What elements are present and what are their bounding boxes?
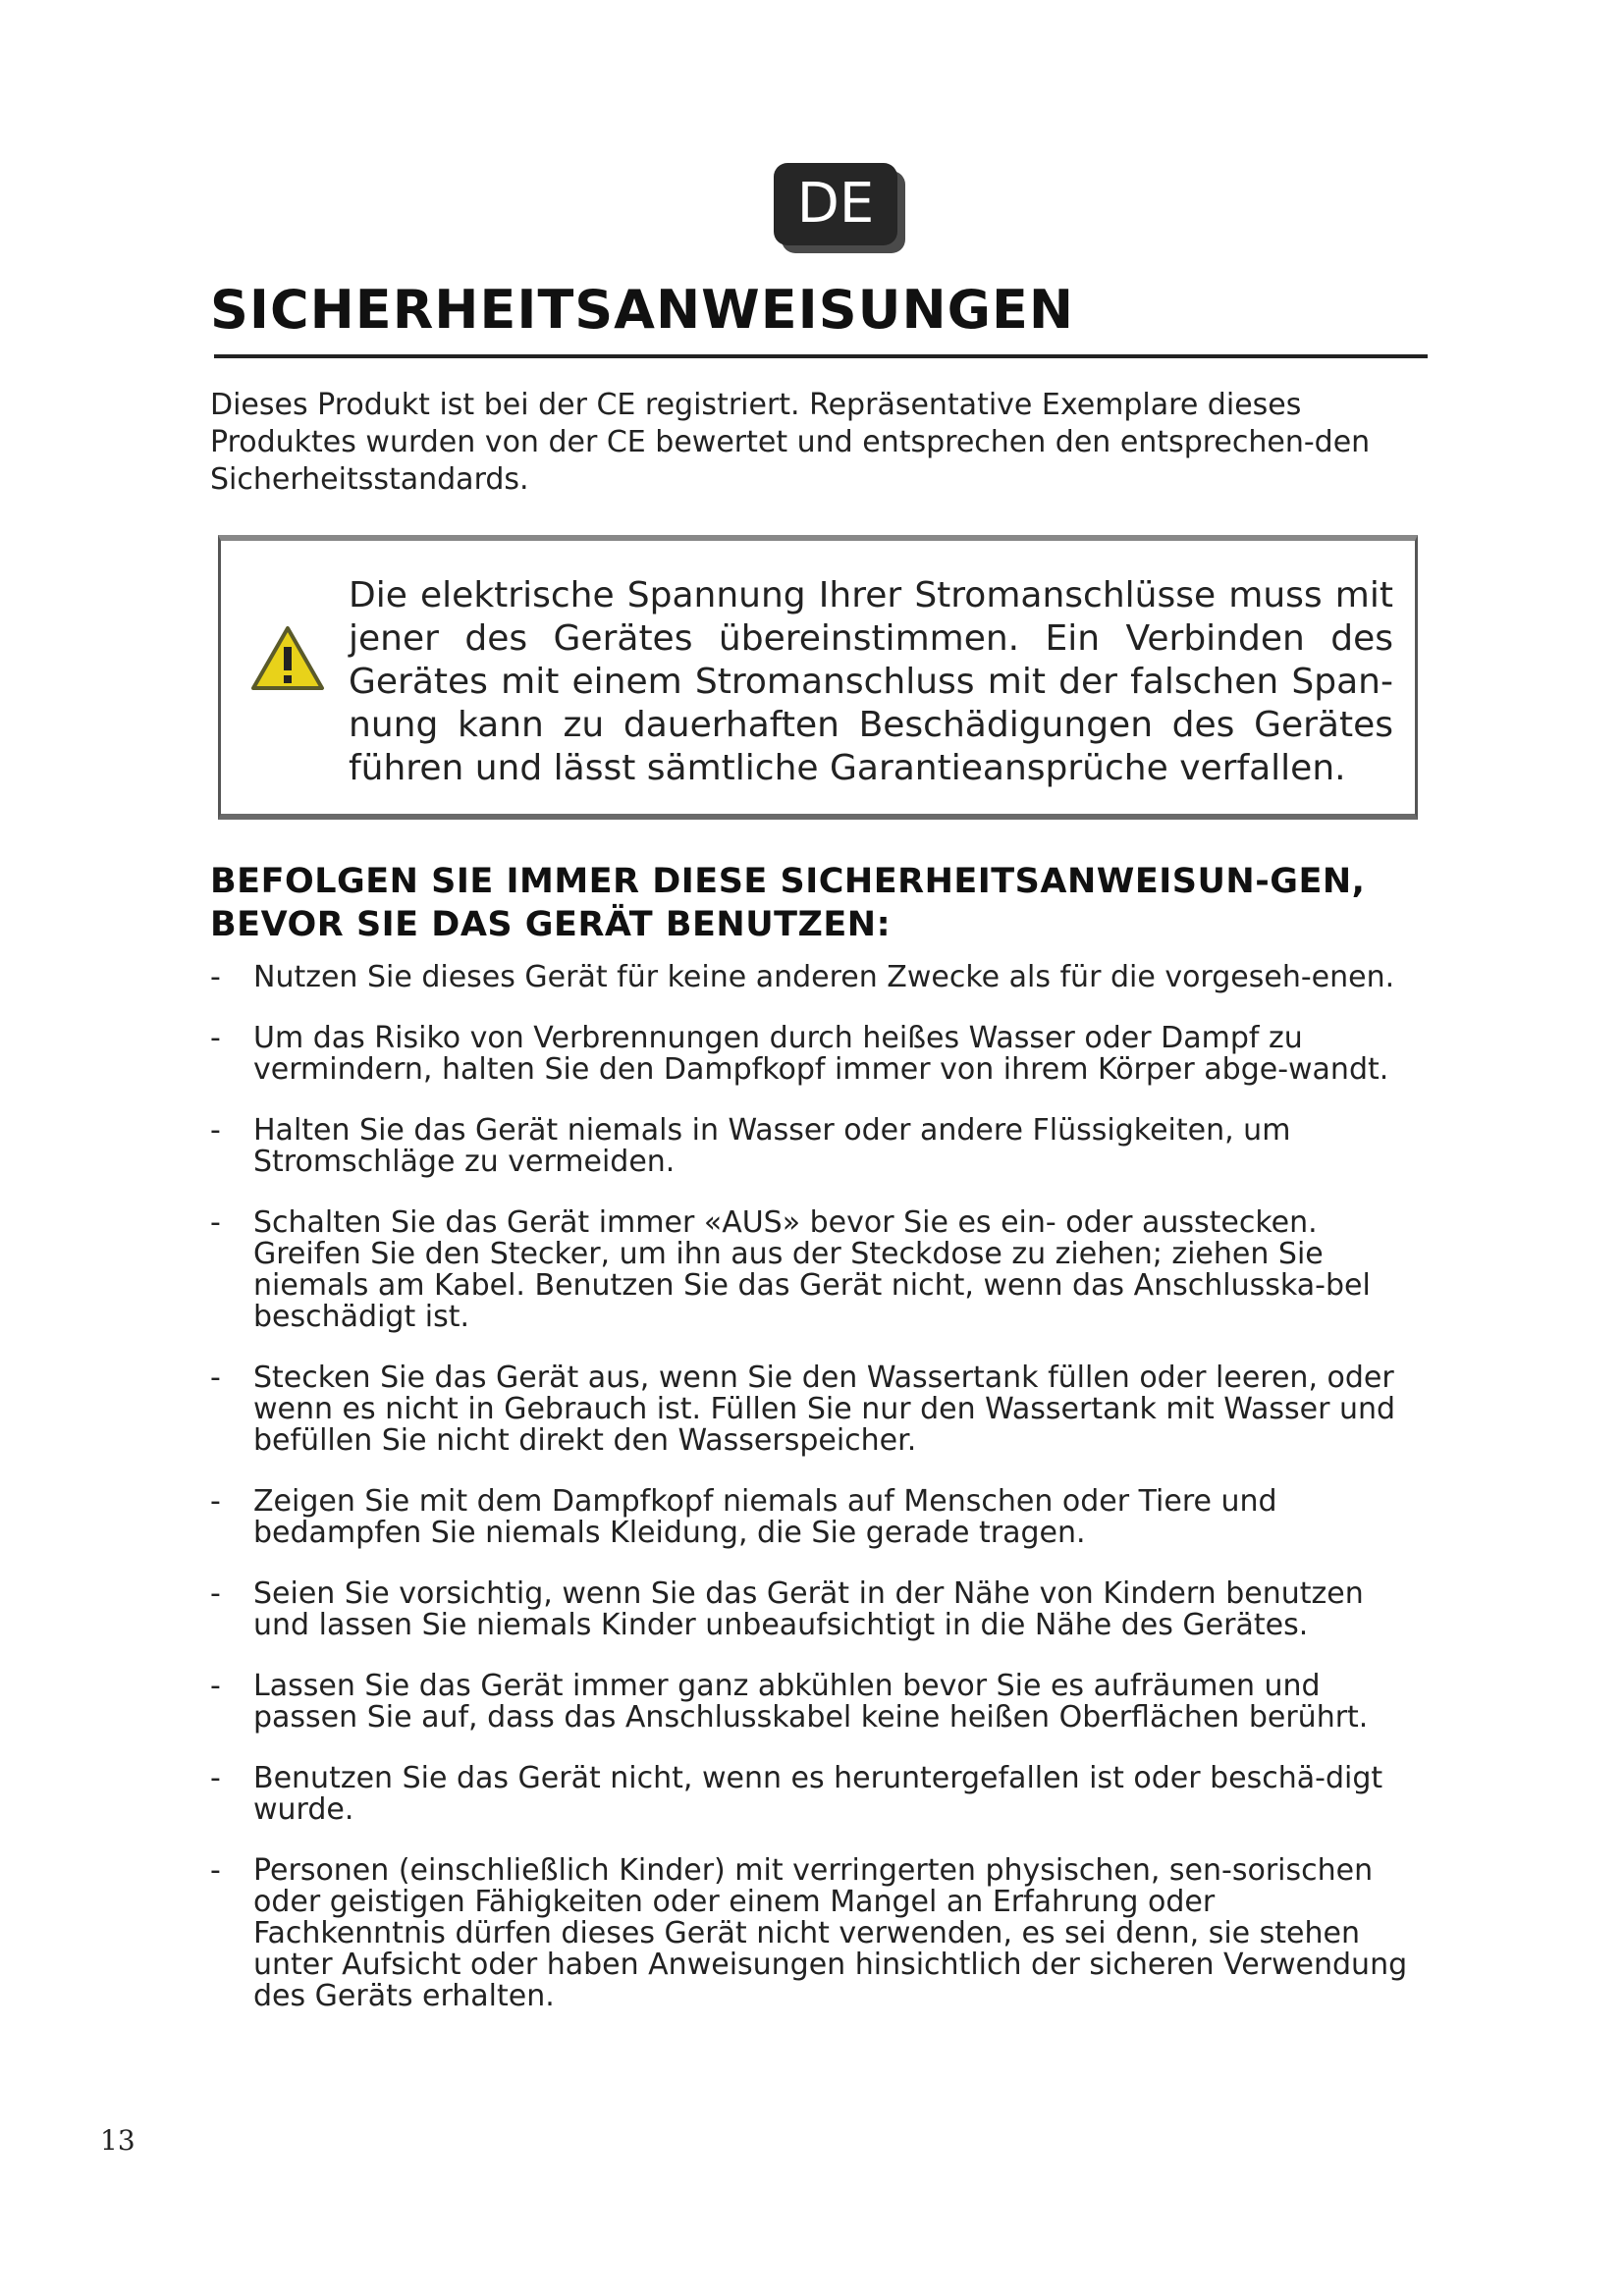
warning-text: Die elektrische Spannung Ihrer Stromanschlüsse muss mit jener des Gerätes übereinstimmen. Ein Verbinden des Gerätes mit einem Stromanschluss mit der falschen Span-nung kann zu dauerhaften Beschädigungen des Gerätes führen und lässt sämtliche Garantieansprüche verfallen.: [349, 575, 1393, 788]
safety-rule-text: Lassen Sie das Gerät immer ganz abkühlen bevor Sie es aufräumen und passen Sie auf, dass das Anschlusskabel keine heißen Oberflächen berührt.: [253, 1669, 1369, 1735]
bullet-dash: -: [210, 1761, 221, 1795]
safety-rule-item: [210, 962, 1408, 993]
safety-rule-text: Benutzen Sie das Gerät nicht, wenn es heruntergefallen ist oder beschä-digt wurde.: [253, 1761, 1383, 1827]
safety-rule-text: Um das Risiko von Verbrennungen durch heißes Wasser oder Dampf zu vermindern, halten Sie den Dampfkopf immer von ihrem Körper abge-wandt.: [253, 1021, 1389, 1087]
bullet-dash: -: [210, 1205, 221, 1240]
safety-rule-text: Personen (einschließlich Kinder) mit verringerten physischen, sen-sorischen oder geistigen Fähigkeiten oder einem Mangel an Erfahrung oder Fachkenntnis dürfen dieses Gerät nicht verwenden, es sei denn, sie stehen unter Aufsicht oder haben Anweisungen hinsichtlich der sicheren Verwendung des Geräts erhalten.: [253, 1853, 1408, 2013]
safety-rule-item: [210, 1763, 1408, 1826]
safety-rule-item: [210, 1486, 1408, 1549]
section-heading: BEFOLGEN SIE IMMER DIESE SICHERHEITSANWEISUN-GEN, BEVOR SIE DAS GERÄT BENUTZEN:: [210, 862, 1366, 944]
safety-rule-item: [210, 1578, 1408, 1641]
bullet-dash: -: [210, 1669, 221, 1703]
bullet-dash: -: [210, 1853, 221, 1888]
language-badge: DE: [774, 163, 897, 245]
safety-rule-item: [210, 1207, 1408, 1333]
safety-rule-text: Nutzen Sie dieses Gerät für keine anderen Zwecke als für die vorgeseh-enen.: [253, 960, 1395, 994]
bullet-dash: -: [210, 1576, 221, 1611]
safety-rule-item: [210, 1362, 1408, 1457]
bullet-dash: -: [210, 1361, 221, 1395]
safety-rule-text: Stecken Sie das Gerät aus, wenn Sie den Wassertank füllen oder leeren, oder wenn es nicht in Gebrauch ist. Füllen Sie nur den Wassertank mit Wasser und befüllen Sie nicht direkt den Wasserspeicher.: [253, 1361, 1396, 1458]
safety-rule-item: [210, 1855, 1408, 2012]
safety-rule-item: [210, 1115, 1408, 1178]
page-number: 13: [100, 2124, 135, 2157]
warning-triangle-icon: [250, 625, 325, 692]
safety-rule-item: [210, 1671, 1408, 1734]
safety-rule-text: Halten Sie das Gerät niemals in Wasser oder andere Flüssigkeiten, um Stromschläge zu vermeiden.: [253, 1113, 1291, 1179]
safety-rule-text: Schalten Sie das Gerät immer «AUS» bevor Sie es ein- oder ausstecken. Greifen Sie den Stecker, um ihn aus der Steckdose zu ziehen; ziehen Sie niemals am Kabel. Benutzen Sie das Gerät nicht, wenn das Anschlusska-bel beschädigt ist.: [253, 1205, 1371, 1334]
bullet-dash: -: [210, 1021, 221, 1055]
bullet-dash: -: [210, 1113, 221, 1148]
bullet-dash: -: [210, 960, 221, 994]
safety-rule-item: [210, 1023, 1408, 1086]
intro-paragraph: Dieses Produkt ist bei der CE registriert. Repräsentative Exemplare dieses Produktes wurden von der CE bewertet und entsprechen den entsprechen-den Sicherheitsstandards.: [210, 388, 1371, 497]
warning-box: [218, 535, 1418, 820]
safety-rule-text: Seien Sie vorsichtig, wenn Sie das Gerät in der Nähe von Kindern benutzen und lassen Sie niemals Kinder unbeaufsichtigt in die Nähe des Gerätes.: [253, 1576, 1364, 1642]
title-divider: [214, 354, 1428, 358]
page-title: SICHERHEITSANWEISUNGEN: [210, 279, 1075, 341]
bullet-dash: -: [210, 1484, 221, 1519]
safety-rules-list: [210, 962, 1408, 2012]
safety-rule-text: Zeigen Sie mit dem Dampfkopf niemals auf Menschen oder Tiere und bedampfen Sie niemals Kleidung, die Sie gerade tragen.: [253, 1484, 1277, 1550]
